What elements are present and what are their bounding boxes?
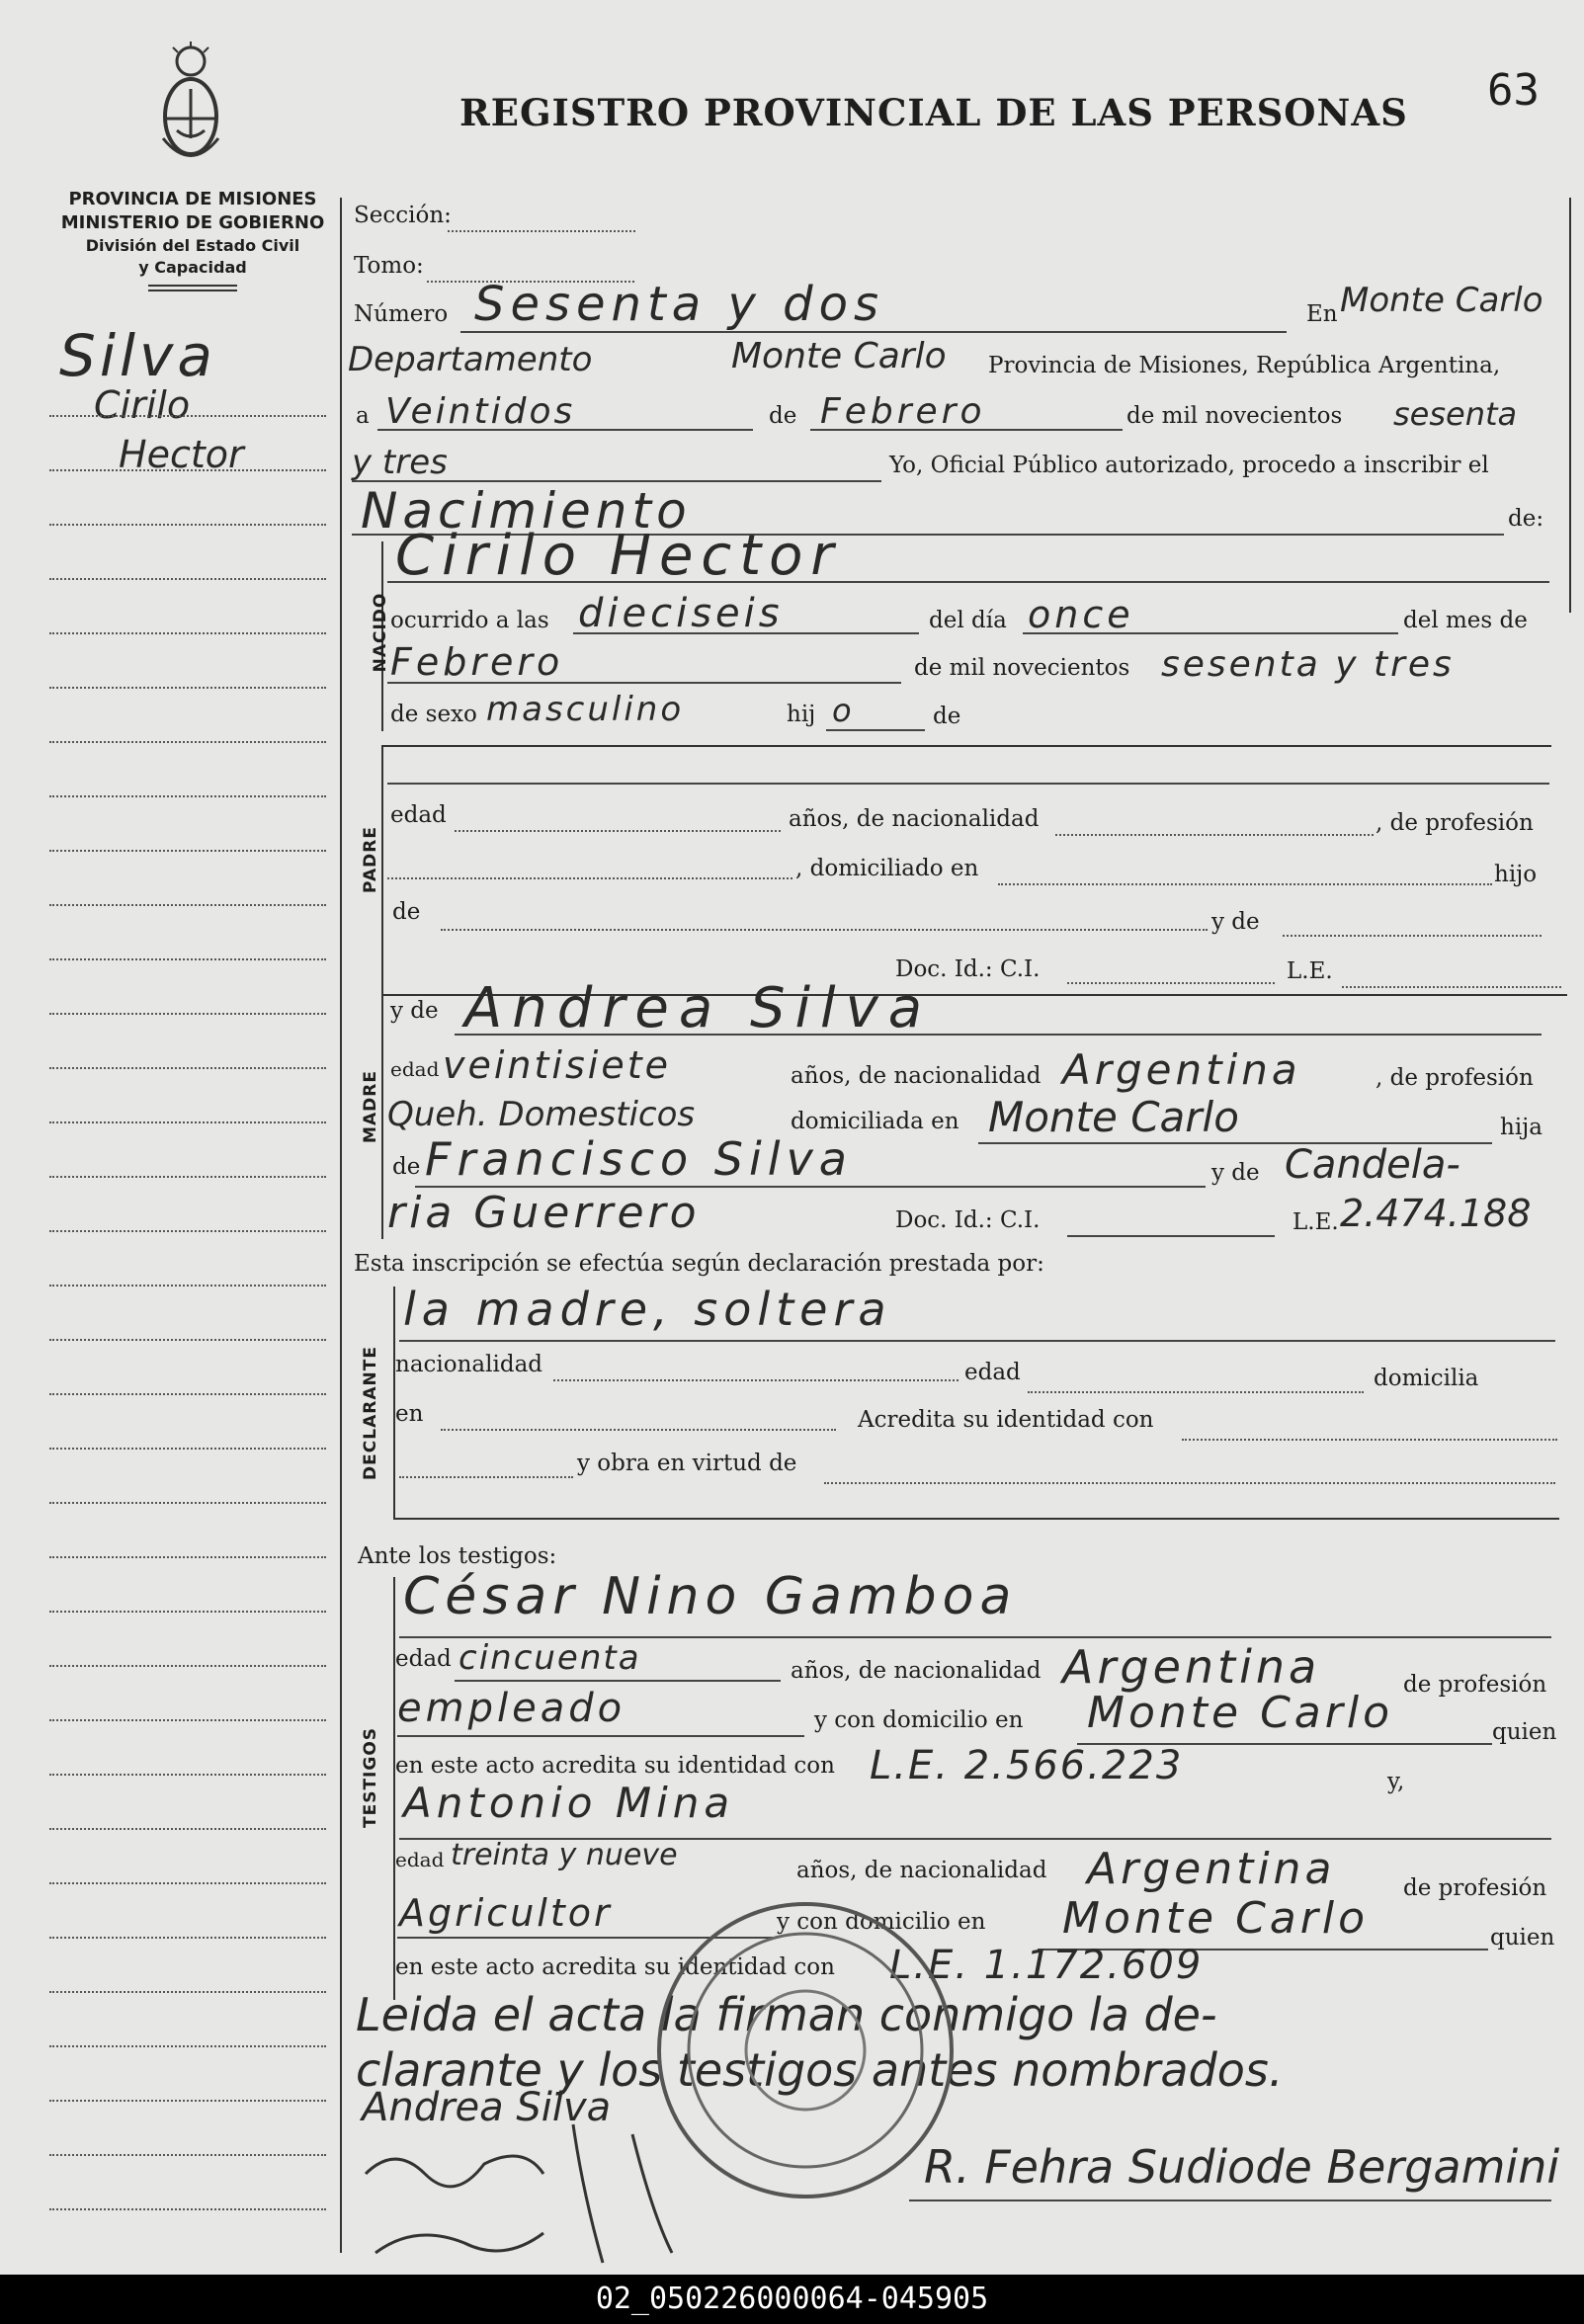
departamento-value: Monte Carlo	[731, 336, 947, 376]
madre-edad-value: veintisiete	[443, 1043, 671, 1087]
margin-rule	[49, 1448, 326, 1450]
padre-le-line	[1342, 986, 1561, 988]
madre-domiciliada-label: domiciliada en	[791, 1109, 959, 1134]
madre-ci-line	[1067, 1235, 1275, 1237]
padre-top-rule	[381, 745, 1551, 747]
madre-domicilio-value: Monte Carlo	[988, 1093, 1239, 1141]
declarante-en-label: en	[395, 1401, 424, 1427]
margin-rule	[49, 904, 326, 906]
margin-rule	[49, 2154, 326, 2156]
nacido-de-label: de	[933, 704, 961, 729]
margin-rule	[49, 1556, 326, 1558]
declarante-value: la madre, soltera	[403, 1283, 892, 1336]
padre-y-de-label: y de	[1211, 909, 1260, 935]
t2-domicilio-value: Monte Carlo	[1062, 1893, 1369, 1944]
dia-line	[377, 429, 753, 431]
de-label: de	[769, 403, 797, 429]
main-frame-right	[1569, 198, 1571, 613]
signature-official: R. Fehra Sudiode Bergamini	[924, 2140, 1560, 2194]
declarante-value-line	[399, 1340, 1555, 1342]
margin-rule	[49, 578, 326, 580]
margin-name1: Cirilo	[94, 383, 191, 427]
padre-edad-label: edad	[390, 802, 447, 828]
t1-y-label: y,	[1387, 1769, 1405, 1794]
hij-value: o	[832, 692, 852, 729]
padre-nac-line	[1055, 834, 1374, 836]
margin-rule	[49, 1611, 326, 1613]
signature-official-line	[909, 2200, 1551, 2201]
testigos-intro: Ante los testigos:	[358, 1543, 557, 1569]
anio-nac-value: sesenta y tres	[1161, 644, 1455, 685]
t2-profesion-value: Agricultor	[399, 1891, 613, 1935]
declarante-nac-line	[553, 1379, 959, 1381]
numero-label: Número	[354, 301, 449, 327]
padre-hijo-label: hijo	[1494, 862, 1538, 887]
t1-doc-value: L.E. 2.566.223	[870, 1743, 1184, 1788]
padre-le-label: L.E.	[1287, 958, 1333, 984]
madre-doc-label: Doc. Id.: C.I.	[895, 1207, 1041, 1233]
t1-acredita-label: en este acto acredita su identidad con	[395, 1753, 835, 1779]
margin-rule	[49, 1882, 326, 1884]
margin-rule	[49, 1937, 326, 1939]
madre-madre-value2: ria Guerrero	[387, 1188, 701, 1238]
seccion-label: Sección:	[354, 203, 452, 228]
t2-nombre: Antonio Mina	[403, 1779, 735, 1827]
margin-rule	[49, 632, 326, 634]
t2-anios-label: años, de nacionalidad	[796, 1858, 1047, 1883]
declarante-nacionalidad-label: nacionalidad	[395, 1352, 543, 1377]
oficial-text: Yo, Oficial Público autorizado, procedo a inscribir el	[889, 453, 1489, 478]
declarante-domicilia-label: domicilia	[1374, 1366, 1479, 1391]
anio-value1: sesenta	[1393, 395, 1518, 433]
margin-rule	[49, 958, 326, 960]
anio-nac-label: de mil novecientos	[914, 655, 1130, 681]
madre-bracket	[381, 994, 383, 1239]
padre-yde-line	[1283, 935, 1542, 937]
margin-rule	[49, 2208, 326, 2210]
declarante-obra-label: y obra en virtud de	[577, 1451, 797, 1476]
madre-label: MADRE	[361, 1070, 380, 1143]
t1-domicilio-value: Monte Carlo	[1087, 1688, 1393, 1738]
declarante-acredita-line	[1182, 1439, 1557, 1441]
t2-profesion-label: de profesión	[1403, 1875, 1547, 1901]
t1-profesion-label: de profesión	[1403, 1672, 1547, 1698]
padre-bracket	[381, 745, 383, 994]
closing-line2: clarante y los testigos antes nombrados.	[356, 2043, 1284, 2097]
main-frame-left	[340, 198, 342, 2253]
t1-anios-label: años, de nacionalidad	[791, 1658, 1042, 1684]
padre-anios-label: años, de nacionalidad	[789, 806, 1040, 832]
declarante-label: DECLARANTE	[361, 1346, 380, 1480]
t1-profesion-value: empleado	[397, 1686, 626, 1731]
margin-rule	[49, 1230, 326, 1232]
padre-de-line	[441, 929, 1208, 931]
margin-rule	[49, 1665, 326, 1667]
margin-name2: Hector	[119, 433, 244, 476]
t2-nacionalidad-value: Argentina	[1087, 1844, 1336, 1894]
page-title: REGISTRO PROVINCIAL DE LAS PERSONAS	[459, 91, 1408, 134]
nacido-nombre-line	[387, 581, 1549, 583]
t1-nacionalidad-value: Argentina	[1062, 1640, 1321, 1694]
numero-value: Sesenta y dos	[474, 277, 884, 332]
coat-of-arms	[153, 40, 228, 178]
mes-value: Febrero	[820, 391, 986, 432]
margin-rule	[49, 524, 326, 526]
t1-edad-value: cincuenta	[459, 1638, 641, 1678]
t1-edad-label: edad	[395, 1646, 452, 1672]
padre-ci-line	[1067, 982, 1275, 984]
padre-edad-line	[455, 830, 781, 832]
declarante-obra-line	[824, 1482, 1555, 1484]
madre-edad-label: edad	[390, 1057, 440, 1081]
margin-rule	[49, 1121, 326, 1123]
org-block	[49, 188, 336, 291]
madre-le-value: 2.474.188	[1340, 1192, 1532, 1235]
hora-value: dieciseis	[578, 591, 784, 636]
padre-doc-label: Doc. Id.: C.I.	[895, 956, 1041, 982]
del-mes-label: del mes de	[1403, 608, 1528, 633]
madre-y-de-label2: y de	[1211, 1160, 1260, 1186]
mes-nac-line	[387, 682, 901, 684]
testigos-label: TESTIGOS	[361, 1726, 380, 1828]
madre-nombre: Andrea Silva	[464, 976, 933, 1040]
t1-nombre: César Nino Gamboa	[403, 1567, 1018, 1626]
dia-nac-value: once	[1028, 593, 1134, 636]
t2-edad-label: edad	[395, 1848, 445, 1871]
declarante-edad-line	[1028, 1391, 1364, 1393]
hij-line	[826, 729, 925, 731]
departamento-label: Departamento	[348, 340, 593, 379]
t1-domicilio-label: y con domicilio en	[814, 1707, 1024, 1733]
a-label: a	[356, 403, 370, 429]
margin-rule	[49, 1502, 326, 1504]
margin-rule	[49, 1393, 326, 1395]
ocurrido-label: ocurrido a las	[390, 608, 549, 633]
tomo-label: Tomo:	[354, 253, 424, 279]
declarante-bottom-rule	[393, 1518, 1559, 1520]
acto-value: Nacimiento	[361, 482, 692, 540]
t1-quien-label: quien	[1492, 1719, 1557, 1745]
padre-profesion-label: , de profesión	[1376, 810, 1534, 836]
margin-rule	[49, 1828, 326, 1830]
madre-padre-value: Francisco Silva	[425, 1132, 853, 1186]
en-label: En	[1306, 301, 1338, 327]
dia-nac-line	[1023, 632, 1398, 634]
t1-profesion-line	[397, 1735, 804, 1737]
t2-doc-value: L.E. 1.172.609	[889, 1943, 1204, 1988]
declarante-edad-label: edad	[964, 1360, 1021, 1385]
closing-line1: Leida el acta la firman conmigo la de-	[356, 1988, 1217, 2041]
margin-rule	[49, 469, 326, 471]
page-number: 63	[1487, 65, 1540, 116]
madre-profesion-label: , de profesión	[1376, 1065, 1534, 1091]
margin-rule	[49, 1176, 326, 1178]
margin-rule	[49, 2100, 326, 2102]
dia-value: Veintidos	[385, 391, 576, 432]
padre-de-label: de	[392, 899, 421, 925]
margin-rule	[49, 1991, 326, 1993]
hora-line	[573, 632, 919, 634]
numero-line	[460, 331, 1287, 333]
seccion-line	[448, 230, 635, 232]
madre-anios-label: años, de nacionalidad	[791, 1063, 1042, 1089]
org-province: PROVINCIA DE MISIONES	[68, 189, 317, 209]
org-division: División del Estado Civil	[85, 236, 300, 255]
padre-label: PADRE	[361, 826, 380, 893]
nacido-label: NACIDO	[371, 592, 390, 673]
nacido-nombre: Cirilo Hector	[395, 524, 842, 588]
madre-de-label: de	[392, 1154, 421, 1180]
t2-domicilio-label: y con domicilio en	[777, 1909, 986, 1935]
de-colon: de:	[1508, 506, 1544, 532]
hij-label: hij	[787, 702, 816, 727]
mes-nac-value: Febrero	[390, 640, 564, 684]
t2-edad-value: treinta y nueve	[451, 1838, 678, 1872]
testigos-bracket	[393, 1577, 395, 2000]
declarante-en-line	[441, 1429, 836, 1431]
provincia-text: Provincia de Misiones, República Argentina,	[988, 353, 1501, 378]
margin-rule	[49, 1285, 326, 1286]
madre-y-de-label: y de	[390, 998, 439, 1024]
margin-rule	[49, 415, 326, 417]
declarante-intro: Esta inscripción se efectúa según declaración prestada por:	[354, 1251, 1044, 1277]
margin-rule	[49, 2045, 326, 2047]
anio-label: de mil novecientos	[1126, 403, 1343, 429]
padre-blank-line	[387, 783, 1549, 785]
margin-rule	[49, 1719, 326, 1721]
footer-id: 02_050226000064-045905	[0, 2275, 1584, 2324]
declarante-obra-line0	[399, 1476, 573, 1478]
signature-declarant: Andrea Silva	[362, 2085, 612, 2130]
t1-edad-line	[455, 1680, 781, 1682]
padre-domiciliado-label: , domiciliado en	[795, 856, 979, 881]
madre-madre-value1: Candela-	[1285, 1142, 1460, 1188]
margin-surname: Silva	[59, 322, 216, 389]
margin-rule	[49, 795, 326, 797]
margin-rule	[49, 1339, 326, 1341]
en-value: Monte Carlo	[1340, 281, 1543, 320]
t2-acredita-label: en este acto acredita su identidad con	[395, 1954, 835, 1980]
padre-prof-line	[387, 877, 792, 879]
madre-hija-label: hija	[1500, 1115, 1543, 1140]
margin-rule	[49, 850, 326, 852]
sexo-label: de sexo	[390, 702, 477, 727]
org-capacity: y Capacidad	[138, 258, 247, 277]
madre-nacionalidad-value: Argentina	[1062, 1045, 1301, 1094]
padre-dom-line	[998, 883, 1492, 885]
sexo-value: masculino	[486, 690, 685, 729]
margin-rule	[49, 741, 326, 743]
madre-profesion-value: Queh. Domesticos	[387, 1095, 696, 1134]
madre-nombre-line	[455, 1034, 1542, 1036]
t2-quien-label: quien	[1490, 1925, 1555, 1950]
org-ministry: MINISTERIO DE GOBIERNO	[60, 212, 325, 233]
anio-value2: y tres	[352, 443, 448, 482]
margin-rule	[49, 1067, 326, 1069]
margin-rule	[49, 1774, 326, 1776]
declarante-acredita-label: Acredita su identidad con	[858, 1407, 1154, 1433]
del-dia-label: del día	[929, 608, 1007, 633]
madre-le-label: L.E.	[1292, 1209, 1339, 1235]
mes-line	[810, 429, 1123, 431]
margin-rule	[49, 1013, 326, 1015]
official-seal	[652, 1897, 959, 2203]
margin-rule	[49, 687, 326, 689]
